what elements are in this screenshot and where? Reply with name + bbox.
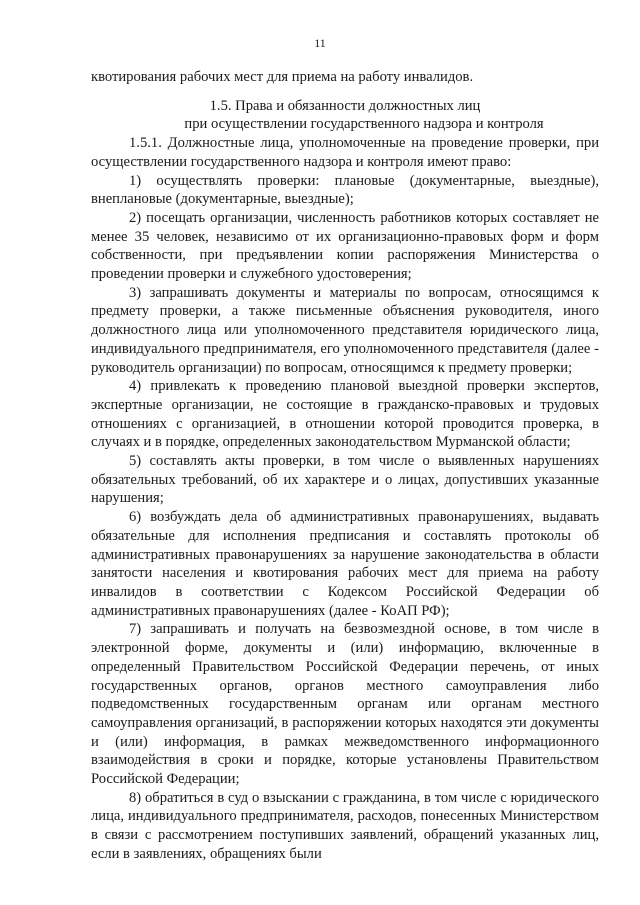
paragraph-1-5-1: 1.5.1. Должностные лица, уполномоченные на проведение проверки, при осуществлении государственного надзора и контроля имеют право:	[91, 135, 599, 170]
paragraph-item-7: 7) запрашивать и получать на безвозмездной основе, в том числе в электронной форме, документы и (или) информацию, включенные в определенный Правительством Российской Федерации перечень, от иных государственных органов, органов местного самоуправления либо подведомственных государственным органам или органам местного самоуправления организаций, в распоряжении которых находятся эти документы и (или) информация, в рамках межведомственного информационного взаимодействия в сроки и порядке, которые установлены Правительством Российской Федерации;	[91, 621, 599, 788]
section-heading	[91, 97, 599, 134]
paragraph-item-8: 8) обратиться в суд о взыскании с гражданина, в том числе с юридического лица, индивидуального предпринимателя, расходов, понесенных Министерством в связи с рассмотрением поступивших заявлений, обращений указанных лиц, если в заявлениях, обращениях были	[91, 789, 599, 862]
paragraph-item-3: 3) запрашивать документы и материалы по вопросам, относящимся к предмету проверки, а также письменные объяснения руководителя, иного должностного лица или уполномоченного представителя юридического лица, индивидуального предпринимателя, его уполномоченного представителя (далее - руководитель организации) по вопросам, относящимся к предмету проверки;	[91, 284, 599, 376]
paragraph-item-2: 2) посещать организации, численность работников которых составляет не менее 35 человек, независимо от их организационно-правовых форм и форм собственности, при предъявлении копии распоряжения Министерства о проведении проверки и служебного удостоверения;	[91, 209, 599, 283]
continuation-text: квотирования рабочих мест для приема на работу инвалидов.	[91, 69, 474, 85]
paragraph-item-1: 1) осуществлять проверки: плановые (документарные, выездные), внеплановые (документарные, выездные);	[91, 172, 599, 208]
page-number: 11	[314, 36, 326, 50]
section-heading-line-1: 1.5. Права и обязанности должностных лиц	[209, 97, 481, 114]
paragraph-item-5: 5) составлять акты проверки, в том числе о выявленных нарушениях обязательных требований, об их характере и о лицах, допустивших указанные нарушения;	[91, 453, 599, 507]
page-content	[91, 68, 599, 864]
paragraph-item-4: 4) привлекать к проведению плановой выездной проверки экспертов, экспертные организации, не состоящие в гражданско-правовых и трудовых отношениях с организацией, в отношении которой проводится проверка, в случаях и в порядке, определенных законодательством Мурманской области;	[91, 378, 599, 451]
section-heading-line-2: при осуществлении государственного надзора и контроля	[184, 116, 544, 133]
paragraph-item-6: 6) возбуждать дела об административных правонарушениях, выдавать обязательные для исполнения предписания и составлять протоколы об административных правонарушениях за нарушение законодательства в области занятости населения и квотирования рабочих мест для приема на работу инвалидов в соответствии с Кодексом Российской Федерации об административных правонарушениях (далее - КоАП РФ);	[91, 509, 599, 619]
